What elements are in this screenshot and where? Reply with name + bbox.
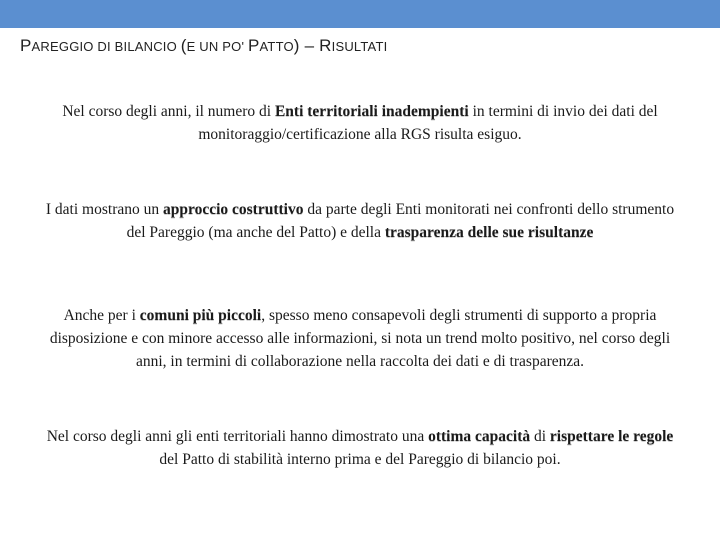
title-part: AREGGIO DI BILANCIO [31,39,181,54]
text-run: in termini di invio dei dati del monitoraggio/certificazione alla RGS risulta esiguo. [198,103,658,143]
title-part: P [247,36,260,55]
text-run: Nel corso degli anni gli enti territoriali hanno dimostrato una [46,428,429,445]
emphasis-text: ottima capacità [428,428,531,445]
title-part: E UN PO' [186,39,248,54]
text-run: I dati mostrano un [45,201,163,218]
paragraph-2 [36,198,684,244]
header-bar [0,0,720,28]
emphasis-text: approccio costruttivo [162,201,304,218]
paragraph-1 [36,100,684,146]
title-part: ( [180,36,187,55]
text-run: di [530,428,550,445]
title-part: ATTO [259,39,294,54]
title-part: ISULTATI [331,39,388,54]
emphasis-text: trasparenza delle sue risultanze [384,224,594,241]
paragraph-4 [36,425,684,471]
text-run: Nel corso degli anni, il numero di [62,103,275,120]
paragraph-3 [36,304,684,373]
text-run: del Patto di stabilità interno prima e del Pareggio di bilancio poi. [159,451,561,468]
emphasis-text: Enti territoriali inadempienti [274,103,469,120]
emphasis-text: comuni più piccoli [139,307,262,324]
emphasis-text: rispettare le regole [549,428,674,445]
text-run: Anche per i [63,307,140,324]
title-part: P [20,36,32,55]
title-part: ) – R [293,36,332,55]
slide-title [20,36,387,56]
text-run: da parte degli Enti monitorati nei confronti dello strumento del Pareggio (ma anche del Patto) e della [126,201,675,241]
text-run: , spesso meno consapevoli degli strumenti di supporto a propria disposizione e con minore accesso alle informazioni, si nota un trend molto positivo, nel corso degli anni, in termini di collaborazione nella raccolta dei dati e di trasparenza. [49,307,671,370]
